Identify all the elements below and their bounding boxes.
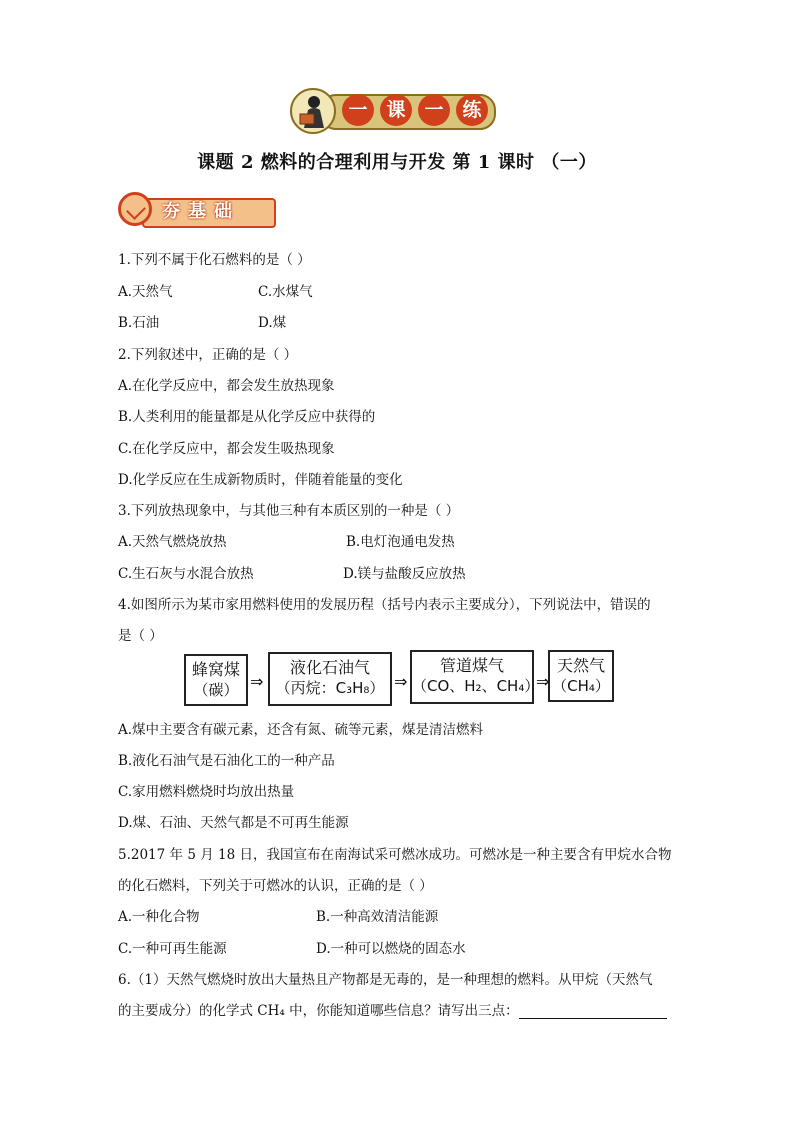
q1-stem: 1.下列不属于化石燃料的是（ ） — [118, 252, 311, 268]
banner-char-1: 一 — [342, 94, 374, 126]
fuel-box-1-sub: （碳） — [193, 681, 239, 699]
q4-option-d: D.煤、石油、天然气都是不可再生能源 — [118, 815, 349, 831]
fuel-box-4-name: 天然气 — [556, 656, 605, 675]
fuel-history-diagram — [184, 648, 610, 708]
fuel-box-3-name: 管道煤气 — [439, 656, 504, 675]
q5-option-d: D.一种可以燃烧的固态水 — [316, 941, 466, 957]
banner-char-4: 练 — [456, 94, 488, 126]
pencil-icon — [118, 192, 152, 226]
q3-stem: 3.下列放热现象中，与其他三种有本质区别的一种是（ ） — [118, 503, 460, 519]
fuel-box-3 — [410, 650, 540, 704]
q1-option-b: B.石油 — [118, 315, 160, 331]
q5-option-b: B.一种高效清洁能源 — [316, 909, 439, 925]
q4-option-b: B.液化石油气是石油化工的一种产品 — [118, 753, 335, 769]
lesson-banner — [290, 88, 496, 134]
q5-option-c: C.一种可再生能源 — [118, 941, 227, 957]
q2-option-d: D.化学反应在生成新物质时，伴随着能量的变化 — [118, 472, 403, 488]
banner-char-2: 课 — [380, 94, 412, 126]
q6-line1: 6.（1）天然气燃烧时放出大量热且产物都是无毒的，是一种理想的燃料。从甲烷（天然气 — [118, 972, 653, 988]
banner-char-3: 一 — [418, 94, 450, 126]
q4-stem-line2: 是（ ） — [118, 628, 163, 644]
q3-option-c: C.生石灰与水混合放热 — [118, 566, 254, 582]
q4-option-a: A.煤中主要含有碳元素，还含有氮、硫等元素，煤是清洁燃料 — [118, 722, 484, 738]
fuel-box-2-sub: （丙烷：C₃H₈） — [275, 679, 385, 697]
q4-option-c: C.家用燃料燃烧时均放出热量 — [118, 784, 295, 800]
answer-blank[interactable] — [519, 1004, 667, 1019]
page-title: 课题 2 燃料的合理利用与开发 第 1 课时 （一） — [197, 152, 597, 173]
q3-option-b: B.电灯泡通电发热 — [346, 534, 455, 550]
flow-arrow-2: ⇒ — [394, 672, 408, 691]
fuel-box-1 — [184, 654, 248, 706]
flow-arrow-1: ⇒ — [250, 672, 264, 691]
section-tag — [118, 192, 278, 230]
q5-stem-line2: 的化石燃料，下列关于可燃冰的认识，正确的是（ ） — [118, 878, 433, 894]
q3-option-a: A.天然气燃烧放热 — [118, 534, 227, 550]
q2-option-b: B.人类利用的能量都是从化学反应中获得的 — [118, 409, 376, 425]
fuel-box-4-sub: （CH₄） — [552, 677, 610, 695]
q2-stem: 2.下列叙述中，正确的是（ ） — [118, 347, 298, 363]
q1-option-a: A.天然气 — [118, 284, 173, 300]
section-label: 夯基础 — [162, 201, 240, 222]
q1-option-d: D.煤 — [258, 315, 287, 331]
fuel-box-2 — [268, 652, 392, 706]
q2-option-a: A.在化学反应中，都会发生放热现象 — [118, 378, 335, 394]
q5-option-a: A.一种化合物 — [118, 909, 200, 925]
q6-line2-text: 的主要成分）的化学式 CH₄ 中，你能知道哪些信息？请写出三点： — [118, 1003, 519, 1019]
q4-stem-line1: 4.如图所示为某市家用燃料使用的发展历程（括号内表示主要成分），下列说法中，错误的 — [118, 597, 651, 613]
q1-option-c: C.水煤气 — [258, 284, 313, 300]
flow-arrow-3: ⇒ — [536, 672, 550, 691]
q6-line2 — [118, 999, 667, 1019]
fuel-box-4 — [548, 650, 614, 702]
fuel-box-3-sub: （CO、H₂、CH₄） — [412, 677, 540, 695]
q3-option-d: D.镁与盐酸反应放热 — [343, 566, 466, 582]
q5-stem-line1: 5.2017 年 5 月 18 日，我国宣布在南海试采可燃冰成功。可燃冰是一种主要含有甲烷水合物 — [118, 847, 672, 863]
fuel-box-1-name: 蜂窝煤 — [191, 660, 240, 679]
q2-option-c: C.在化学反应中，都会发生吸热现象 — [118, 441, 335, 457]
reading-person-icon — [290, 88, 336, 134]
fuel-box-2-name: 液化石油气 — [289, 658, 370, 677]
